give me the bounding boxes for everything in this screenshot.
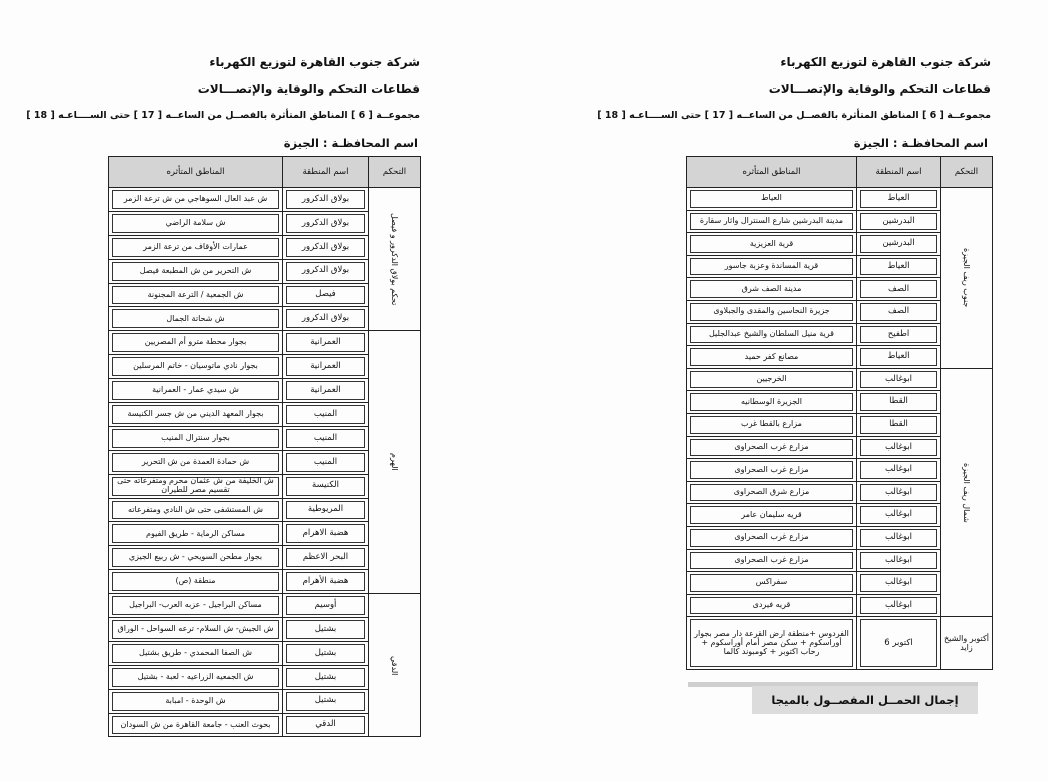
- area-name-cell: اطفيح: [857, 323, 941, 346]
- affected-area-cell: جزيرة النحاسين والمقدى والجبلاوى: [687, 300, 857, 323]
- governorate-title: اسم المحافظـة : الجيزة: [853, 136, 988, 150]
- affected-area-cell: مصانع كفر حميد: [687, 346, 857, 369]
- table-row: [109, 331, 421, 355]
- area-name-cell: البدرشين: [857, 210, 941, 233]
- area-name-cell: العمرانية: [283, 331, 369, 355]
- area-name-cell: بولاق الدكرور: [283, 211, 369, 235]
- affected-area-cell: قريه سليمان عامر: [687, 504, 857, 527]
- control-center-cell: أكتوبر والشيخ زايد: [941, 617, 993, 670]
- area-name-cell: المنيب: [283, 403, 369, 427]
- area-name-cell: أوسيم: [283, 594, 369, 618]
- group-line: مجموعــة [ 6 ] المناطق المتأثرة بالفصــل من الساعــه [ 17 ] حتى الســــاعـه [ 18 ]: [26, 110, 420, 121]
- area-name-cell: بولاق الدكرور: [283, 235, 369, 259]
- affected-area-cell: الخرجيين: [687, 368, 857, 391]
- area-name-cell: المنيب: [283, 450, 369, 474]
- column-header-affected: المناطق المتأثره: [109, 157, 283, 188]
- area-name-cell: هضبة الأهرام: [283, 570, 369, 594]
- header-row: [109, 157, 421, 188]
- affected-area-cell: ش شحاتة الجمال: [109, 307, 283, 331]
- area-name-cell: القطا: [857, 391, 941, 414]
- affected-area-cell: مزارع بالقطا غرب: [687, 413, 857, 436]
- affected-area-cell: بجوار المعهد الديني من ش جسر الكنيسة: [109, 403, 283, 427]
- area-name-cell: الصف: [857, 300, 941, 323]
- affected-area-cell: ش الوحدة - امبابة: [109, 689, 283, 713]
- affected-area-cell: مزارع غرب الصحراوى: [687, 436, 857, 459]
- area-name-cell: البحر الاعظم: [283, 546, 369, 570]
- area-name-cell: بشتيل: [283, 665, 369, 689]
- control-center-cell: الدقي: [369, 594, 421, 737]
- company-title: شركة جنوب القاهرة لتوزيع الكهرباء: [780, 55, 991, 69]
- table-row: [687, 617, 993, 670]
- affected-area-cell: ش التحرير من ش المطبعة فيصل: [109, 259, 283, 283]
- affected-area-cell: قرية المساندة وعزبة جاسور: [687, 255, 857, 278]
- affected-area-cell: ش حمادة العمدة من ش التحرير: [109, 450, 283, 474]
- table-row: [687, 368, 993, 391]
- area-name-cell: بشتيل: [283, 618, 369, 642]
- area-name-cell: ابوغالب: [857, 481, 941, 504]
- control-center-cell: الهرم: [369, 331, 421, 594]
- affected-area-cell: سفراكس: [687, 572, 857, 595]
- control-center-cell: شمال ريف الجيزة: [941, 368, 993, 617]
- table-row: [109, 594, 421, 618]
- affected-area-cell: قريه فيردى: [687, 594, 857, 617]
- area-name-cell: الدقي: [283, 713, 369, 737]
- table-row: [109, 188, 421, 212]
- affected-area-cell: ش الخليفة من ش عثمان محرم ومتفرعاته حتى تقسيم مصر للطيران: [109, 474, 283, 498]
- affected-area-cell: الجزيرة الوسطانيه: [687, 391, 857, 414]
- area-name-cell: المريوطية: [283, 498, 369, 522]
- affected-area-cell: بحوث العنب - جامعة القاهرة من ش السودان: [109, 713, 283, 737]
- control-center-cell: تحكم بولاق الدكرور و فيصل: [369, 188, 421, 331]
- area-name-cell: العياط: [857, 346, 941, 369]
- affected-area-cell: مزارع غرب الصحراوى: [687, 459, 857, 482]
- control-center-cell: جنوب ريف الجيزة: [941, 188, 993, 369]
- area-name-cell: هضبة الاهرام: [283, 522, 369, 546]
- affected-area-cell: بجوار سنترال المنيب: [109, 426, 283, 450]
- area-name-cell: العياط: [857, 255, 941, 278]
- area-name-cell: ابوغالب: [857, 572, 941, 595]
- affected-area-cell: مزارع غرب الصحراوى: [687, 526, 857, 549]
- area-name-cell: ابوغالب: [857, 549, 941, 572]
- affected-area-cell: مدينة الصف شرق: [687, 278, 857, 301]
- affected-area-cell: منطقة (ص): [109, 570, 283, 594]
- affected-area-cell: مساكن الرماية - طريق الفيوم: [109, 522, 283, 546]
- affected-area-cell: الفردوس +منطقة ارض القرعة دار مصر بجوار أوراسكوم + سكن مصر أمام أوراسكوم + رحاب اكتوبر + كومبوند كالما: [687, 617, 857, 670]
- area-name-cell: العياط: [857, 188, 941, 211]
- area-name-cell: ابوغالب: [857, 368, 941, 391]
- affected-area-cell: العياط: [687, 188, 857, 211]
- header-row: [687, 157, 993, 188]
- group-line: مجموعــة [ 6 ] المناطق المتأثرة بالفصــل من الساعــه [ 17 ] حتى الســــاعـه [ 18 ]: [597, 110, 991, 121]
- governorate-title: اسم المحافظـة : الجيزة: [283, 136, 418, 150]
- area-name-cell: بولاق الدكرور: [283, 188, 369, 212]
- area-name-cell: الكنيسة: [283, 474, 369, 498]
- affected-area-cell: بجوار مطحن السويحي - ش ربيع الجيزي: [109, 546, 283, 570]
- affected-area-cell: عمارات الأوقاف من ترعة الزمر: [109, 235, 283, 259]
- area-name-cell: المنيب: [283, 426, 369, 450]
- affected-area-cell: ش سلامة الراضي: [109, 211, 283, 235]
- sectors-title: قطاعات التحكم والوقاية والإتصـــالات: [768, 82, 991, 96]
- company-title: شركة جنوب القاهرة لتوزيع الكهرباء: [209, 55, 420, 69]
- column-header-control: التحكم: [369, 157, 421, 188]
- column-header-area: اسم المنطقة: [857, 157, 941, 188]
- affected-area-cell: مزارع شرق الصحراوى: [687, 481, 857, 504]
- affected-area-cell: مساكن البراجيل - عزبه العرب- البراجيل: [109, 594, 283, 618]
- area-name-cell: البدرشين: [857, 233, 941, 256]
- area-name-cell: بشتيل: [283, 689, 369, 713]
- column-header-control: التحكم: [941, 157, 993, 188]
- area-name-cell: الصف: [857, 278, 941, 301]
- affected-area-cell: قرية منيل السلطان والشيخ عبدالجليل: [687, 323, 857, 346]
- area-name-cell: بولاق الدكرور: [283, 307, 369, 331]
- area-name-cell: ابوغالب: [857, 436, 941, 459]
- area-name-cell: فيصل: [283, 283, 369, 307]
- table-row: [687, 188, 993, 211]
- affected-area-cell: قرية العزيزية: [687, 233, 857, 256]
- affected-area-cell: ش الجمعيه الزراعيه - لعبة - بشتيل: [109, 665, 283, 689]
- total-load-label: إجمال الحمــل المفصــول بالميجا: [752, 686, 978, 714]
- area-name-cell: العمرانية: [283, 355, 369, 379]
- sectors-title: قطاعات التحكم والوقاية والإتصـــالات: [197, 82, 420, 96]
- area-name-cell: ابوغالب: [857, 594, 941, 617]
- area-name-cell: ابوغالب: [857, 459, 941, 482]
- affected-area-cell: مزارع غرب الصحراوى: [687, 549, 857, 572]
- affected-area-cell: ش الجمعية / الترعة المجنونة: [109, 283, 283, 307]
- area-name-cell: القطا: [857, 413, 941, 436]
- affected-area-cell: بجوار محطة مترو أم المصريين: [109, 331, 283, 355]
- area-name-cell: بولاق الدكرور: [283, 259, 369, 283]
- affected-area-cell: مدينة البدرشين شارع السنترال واثار سقارة: [687, 210, 857, 233]
- affected-area-cell: ش سيدي عمار - العمرانية: [109, 379, 283, 403]
- area-name-cell: اكتوبر 6: [857, 617, 941, 670]
- affected-area-cell: ش الجيش- ش السلام- ترعه السواحل - الوراق: [109, 618, 283, 642]
- affected-area-cell: ش المستشفى حتى ش النادي ومتفرعاته: [109, 498, 283, 522]
- affected-area-cell: ش الصفا المحمدي - طريق بشتيل: [109, 641, 283, 665]
- area-name-cell: العمرانية: [283, 379, 369, 403]
- affected-area-cell: ش عبد العال السوهاجي من ش ترعة الزمر: [109, 188, 283, 212]
- column-header-affected: المناطق المتأثره: [687, 157, 857, 188]
- right-table: [686, 156, 993, 670]
- affected-area-cell: بجوار نادي ماتوسيان - خاتم المرسلين: [109, 355, 283, 379]
- column-header-area: اسم المنطقة: [283, 157, 369, 188]
- left-table: [108, 156, 421, 737]
- area-name-cell: ابوغالب: [857, 526, 941, 549]
- area-name-cell: بشتيل: [283, 641, 369, 665]
- right-page: [524, 0, 1048, 781]
- area-name-cell: ابوغالب: [857, 504, 941, 527]
